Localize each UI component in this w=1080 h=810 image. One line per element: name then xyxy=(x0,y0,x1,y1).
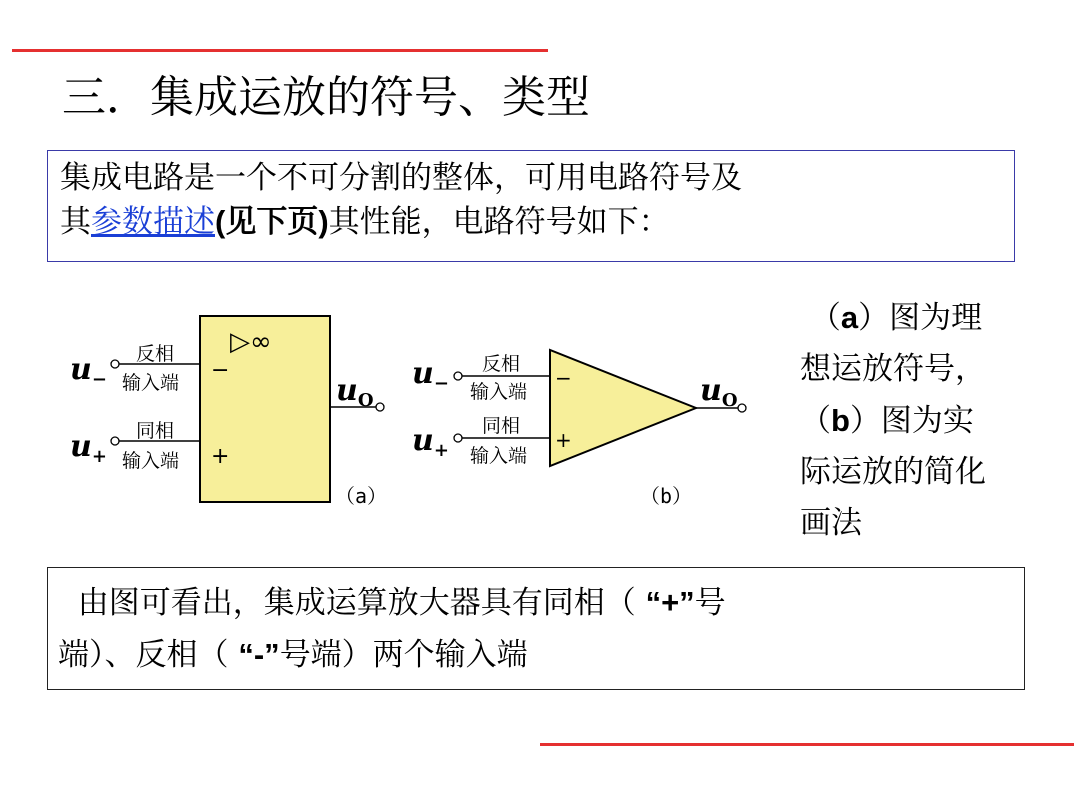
opamp-b-inv-label-2: 输入端 xyxy=(470,381,528,403)
opamp-a-u-plus-symbol: $u_+$ xyxy=(70,429,107,467)
opamp-a-output-symbol: $u_O$ xyxy=(336,373,374,411)
side-caption-line-3: （b）图为实 xyxy=(800,403,974,439)
opamp-a-inv-label-2: 输入端 xyxy=(122,372,180,394)
opamp-a-u-minus-symbol: $u_-$ xyxy=(70,352,107,390)
opamp-b-plus-sign: + xyxy=(555,428,572,452)
intro-prefix: 其 xyxy=(60,204,91,240)
opamp-a-noninv-label-2: 输入端 xyxy=(122,450,180,472)
param-description-link[interactable]: 参数描述 xyxy=(91,204,215,240)
ideal-opamp-symbol xyxy=(70,316,387,508)
see-next-page-note: (见下页) xyxy=(215,204,329,239)
intro-line-2 xyxy=(60,200,1014,244)
opamp-a-minus-sign: − xyxy=(211,358,230,383)
conclusion-line-2: 端）、反相（ “-”号端）两个输入端 xyxy=(58,637,528,673)
opamp-b-u-minus-symbol: $u_-$ xyxy=(412,356,449,394)
opamp-a-output-terminal xyxy=(376,403,384,411)
intro-box xyxy=(47,150,1015,262)
opamp-a-noninv-label-1: 同相 xyxy=(136,420,175,442)
opamp-b-body xyxy=(550,350,696,466)
opamp-b-noninv-label-1: 同相 xyxy=(482,415,521,437)
opamp-a-inv-label-1: 反相 xyxy=(136,343,175,365)
intro-line-1: 集成电路是一个不可分割的整体，可用电路符号及 xyxy=(60,160,742,196)
side-caption-line-5: 画法 xyxy=(800,505,862,541)
conclusion-box xyxy=(47,567,1025,690)
side-caption xyxy=(800,292,1070,549)
opamp-b-inv-label-1: 反相 xyxy=(482,353,521,375)
side-caption-line-2: 想运放符号， xyxy=(800,351,986,387)
opamp-a-noninv-terminal xyxy=(111,437,119,445)
opamp-a-inv-terminal xyxy=(111,360,119,368)
bottom-accent-rule xyxy=(540,743,1074,746)
caption-a: （a） xyxy=(335,484,388,508)
intro-suffix: 其性能，电路符号如下： xyxy=(328,204,670,240)
page-title: 三．集成运放的符号、类型 xyxy=(62,72,590,123)
opamp-a-plus-sign: + xyxy=(211,444,230,469)
side-caption-line-4: 际运放的简化 xyxy=(800,454,986,490)
opamp-symbols-diagram xyxy=(60,300,760,530)
practical-opamp-symbol xyxy=(412,350,746,508)
opamp-b-noninv-terminal xyxy=(454,434,462,442)
top-accent-rule xyxy=(12,49,548,52)
gain-infinity-symbol: ▷∞ xyxy=(230,327,272,357)
opamp-b-output-symbol: $u_O$ xyxy=(700,373,738,411)
opamp-b-minus-sign: − xyxy=(555,366,572,390)
opamp-b-u-plus-symbol: $u_+$ xyxy=(412,423,449,461)
conclusion-line-1: 由图可看出，集成运算放大器具有同相（ “+”号 xyxy=(58,585,726,621)
opamp-b-inv-terminal xyxy=(454,372,462,380)
caption-b: （b） xyxy=(640,484,693,508)
opamp-b-noninv-label-2: 输入端 xyxy=(470,445,528,467)
side-caption-line-1: （a）图为理 xyxy=(809,300,983,336)
opamp-b-output-terminal xyxy=(738,404,746,412)
